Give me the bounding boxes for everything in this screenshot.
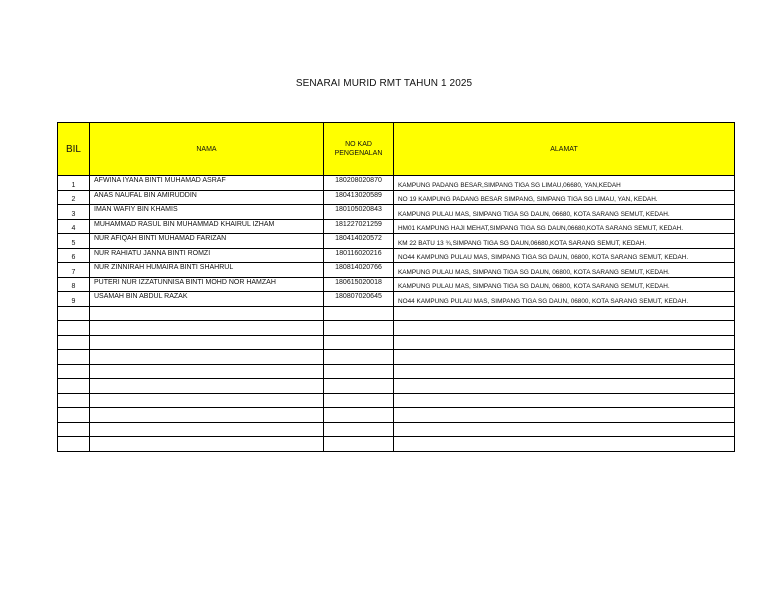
cell-bil [58, 335, 90, 350]
empty-row [58, 393, 735, 408]
cell-ic: 181227021259 [324, 219, 394, 234]
table-row [58, 190, 735, 205]
cell-ic: 180807020645 [324, 292, 394, 307]
cell-alamat [394, 306, 735, 321]
cell-ic [324, 364, 394, 379]
cell-alamat: KAMPUNG PULAU MAS, SIMPANG TIGA SG DAUN, 06680, KOTA SARANG SEMUT, KEDAH. [394, 205, 735, 220]
cell-ic [324, 350, 394, 365]
table-row [58, 176, 735, 191]
cell-alamat [394, 408, 735, 423]
cell-ic [324, 437, 394, 452]
cell-ic: 180208020870 [324, 176, 394, 191]
cell-alamat [394, 321, 735, 336]
empty-row [58, 379, 735, 394]
empty-row [58, 422, 735, 437]
cell-alamat [394, 422, 735, 437]
cell-bil [58, 408, 90, 423]
cell-bil: 3 [58, 205, 90, 220]
cell-alamat: NO44 KAMPUNG PULAU MAS, SIMPANG TIGA SG DAUN, 06800, KOTA SARANG SEMUT, KEDAH. [394, 292, 735, 307]
header-row [58, 123, 735, 176]
empty-row [58, 335, 735, 350]
cell-nama [90, 335, 324, 350]
cell-nama [90, 422, 324, 437]
cell-bil [58, 437, 90, 452]
header-ic-line2: PENGENALAN [334, 150, 383, 157]
table-row [58, 234, 735, 249]
cell-bil [58, 364, 90, 379]
cell-ic: 180413020589 [324, 190, 394, 205]
cell-nama: USAMAH BIN ABDUL RAZAK [90, 292, 324, 307]
cell-alamat: NO 19 KAMPUNG PADANG BESAR SIMPANG, SIMPANG TIGA SG LIMAU, YAN, KEDAH. [394, 190, 735, 205]
empty-row [58, 437, 735, 452]
table-row [58, 219, 735, 234]
empty-row [58, 306, 735, 321]
empty-row [58, 408, 735, 423]
cell-nama [90, 379, 324, 394]
cell-bil: 6 [58, 248, 90, 263]
cell-alamat: NO44 KAMPUNG PULAU MAS, SIMPANG TIGA SG DAUN, 06800, KOTA SARANG SEMUT, KEDAH. [394, 248, 735, 263]
cell-alamat: KAMPUNG PULAU MAS, SIMPANG TIGA SG DAUN, 06800, KOTA SARANG SEMUT, KEDAH. [394, 277, 735, 292]
cell-ic: 180116020216 [324, 248, 394, 263]
table-row [58, 248, 735, 263]
cell-alamat [394, 364, 735, 379]
cell-ic [324, 408, 394, 423]
cell-nama: NUR RAHIATU JANNA BINTI ROMZI [90, 248, 324, 263]
cell-nama [90, 437, 324, 452]
cell-nama [90, 408, 324, 423]
cell-ic [324, 422, 394, 437]
cell-bil [58, 393, 90, 408]
empty-row [58, 321, 735, 336]
cell-alamat [394, 335, 735, 350]
cell-bil [58, 321, 90, 336]
cell-bil: 7 [58, 263, 90, 278]
page-title: SENARAI MURID RMT TAHUN 1 2025 [295, 78, 473, 89]
cell-nama [90, 306, 324, 321]
cell-ic: 180105020843 [324, 205, 394, 220]
cell-ic: 180414020572 [324, 234, 394, 249]
cell-alamat: HM01 KAMPUNG HAJI MEHAT,SIMPANG TIGA SG DAUN,06680,KOTA SARANG SEMUT, KEDAH. [394, 219, 735, 234]
cell-nama: PUTERI NUR IZZATUNNISA BINTI MOHD NOR HAMZAH [90, 277, 324, 292]
cell-nama [90, 364, 324, 379]
cell-ic [324, 321, 394, 336]
cell-ic: 180615020018 [324, 277, 394, 292]
cell-nama: IMAN WAFIY BIN KHAMIS [90, 205, 324, 220]
table-row [58, 277, 735, 292]
cell-nama: NUR AFIQAH BINTI MUHAMAD FARIZAN [90, 234, 324, 249]
cell-bil: 2 [58, 190, 90, 205]
empty-row [58, 364, 735, 379]
cell-alamat [394, 350, 735, 365]
cell-ic [324, 379, 394, 394]
cell-alamat [394, 379, 735, 394]
cell-nama [90, 350, 324, 365]
header-bil: BIL [58, 123, 90, 176]
cell-alamat [394, 437, 735, 452]
cell-bil: 5 [58, 234, 90, 249]
cell-nama: MUHAMMAD RASUL BIN MUHAMMAD KHAIRUL IZHAM [90, 219, 324, 234]
table-row [58, 205, 735, 220]
cell-bil: 8 [58, 277, 90, 292]
cell-nama [90, 393, 324, 408]
cell-bil: 1 [58, 176, 90, 191]
cell-bil: 9 [58, 292, 90, 307]
cell-alamat: KM 22 BATU 13 ¾,SIMPANG TIGA SG DAUN,06680,KOTA SARANG SEMUT, KEDAH. [394, 234, 735, 249]
cell-nama: AFWINA IYANA BINTI MUHAMAD ASRAF [90, 176, 324, 191]
cell-bil [58, 350, 90, 365]
cell-bil: 4 [58, 219, 90, 234]
empty-row [58, 350, 735, 365]
cell-ic [324, 335, 394, 350]
cell-bil [58, 306, 90, 321]
table-body [58, 176, 735, 452]
cell-ic: 180814020766 [324, 263, 394, 278]
student-table [57, 122, 735, 452]
cell-alamat: KAMPUNG PADANG BESAR,SIMPANG TIGA SG LIMAU,06680, YAN,KEDAH [394, 176, 735, 191]
header-ic-line1: NO KAD [345, 141, 372, 148]
cell-ic [324, 306, 394, 321]
header-ic [324, 123, 394, 176]
cell-bil [58, 379, 90, 394]
cell-alamat [394, 393, 735, 408]
table-row [58, 292, 735, 307]
table-row [58, 263, 735, 278]
cell-nama: NUR ZINNIRAH HUMAIRA BINTI SHAHRUL [90, 263, 324, 278]
cell-nama: ANAS NAUFAL BIN AMIRUDDIN [90, 190, 324, 205]
cell-bil [58, 422, 90, 437]
header-nama: NAMA [90, 123, 324, 176]
header-alamat: ALAMAT [394, 123, 735, 176]
cell-nama [90, 321, 324, 336]
cell-ic [324, 393, 394, 408]
cell-alamat: KAMPUNG PULAU MAS, SIMPANG TIGA SG DAUN, 06800, KOTA SARANG SEMUT, KEDAH. [394, 263, 735, 278]
